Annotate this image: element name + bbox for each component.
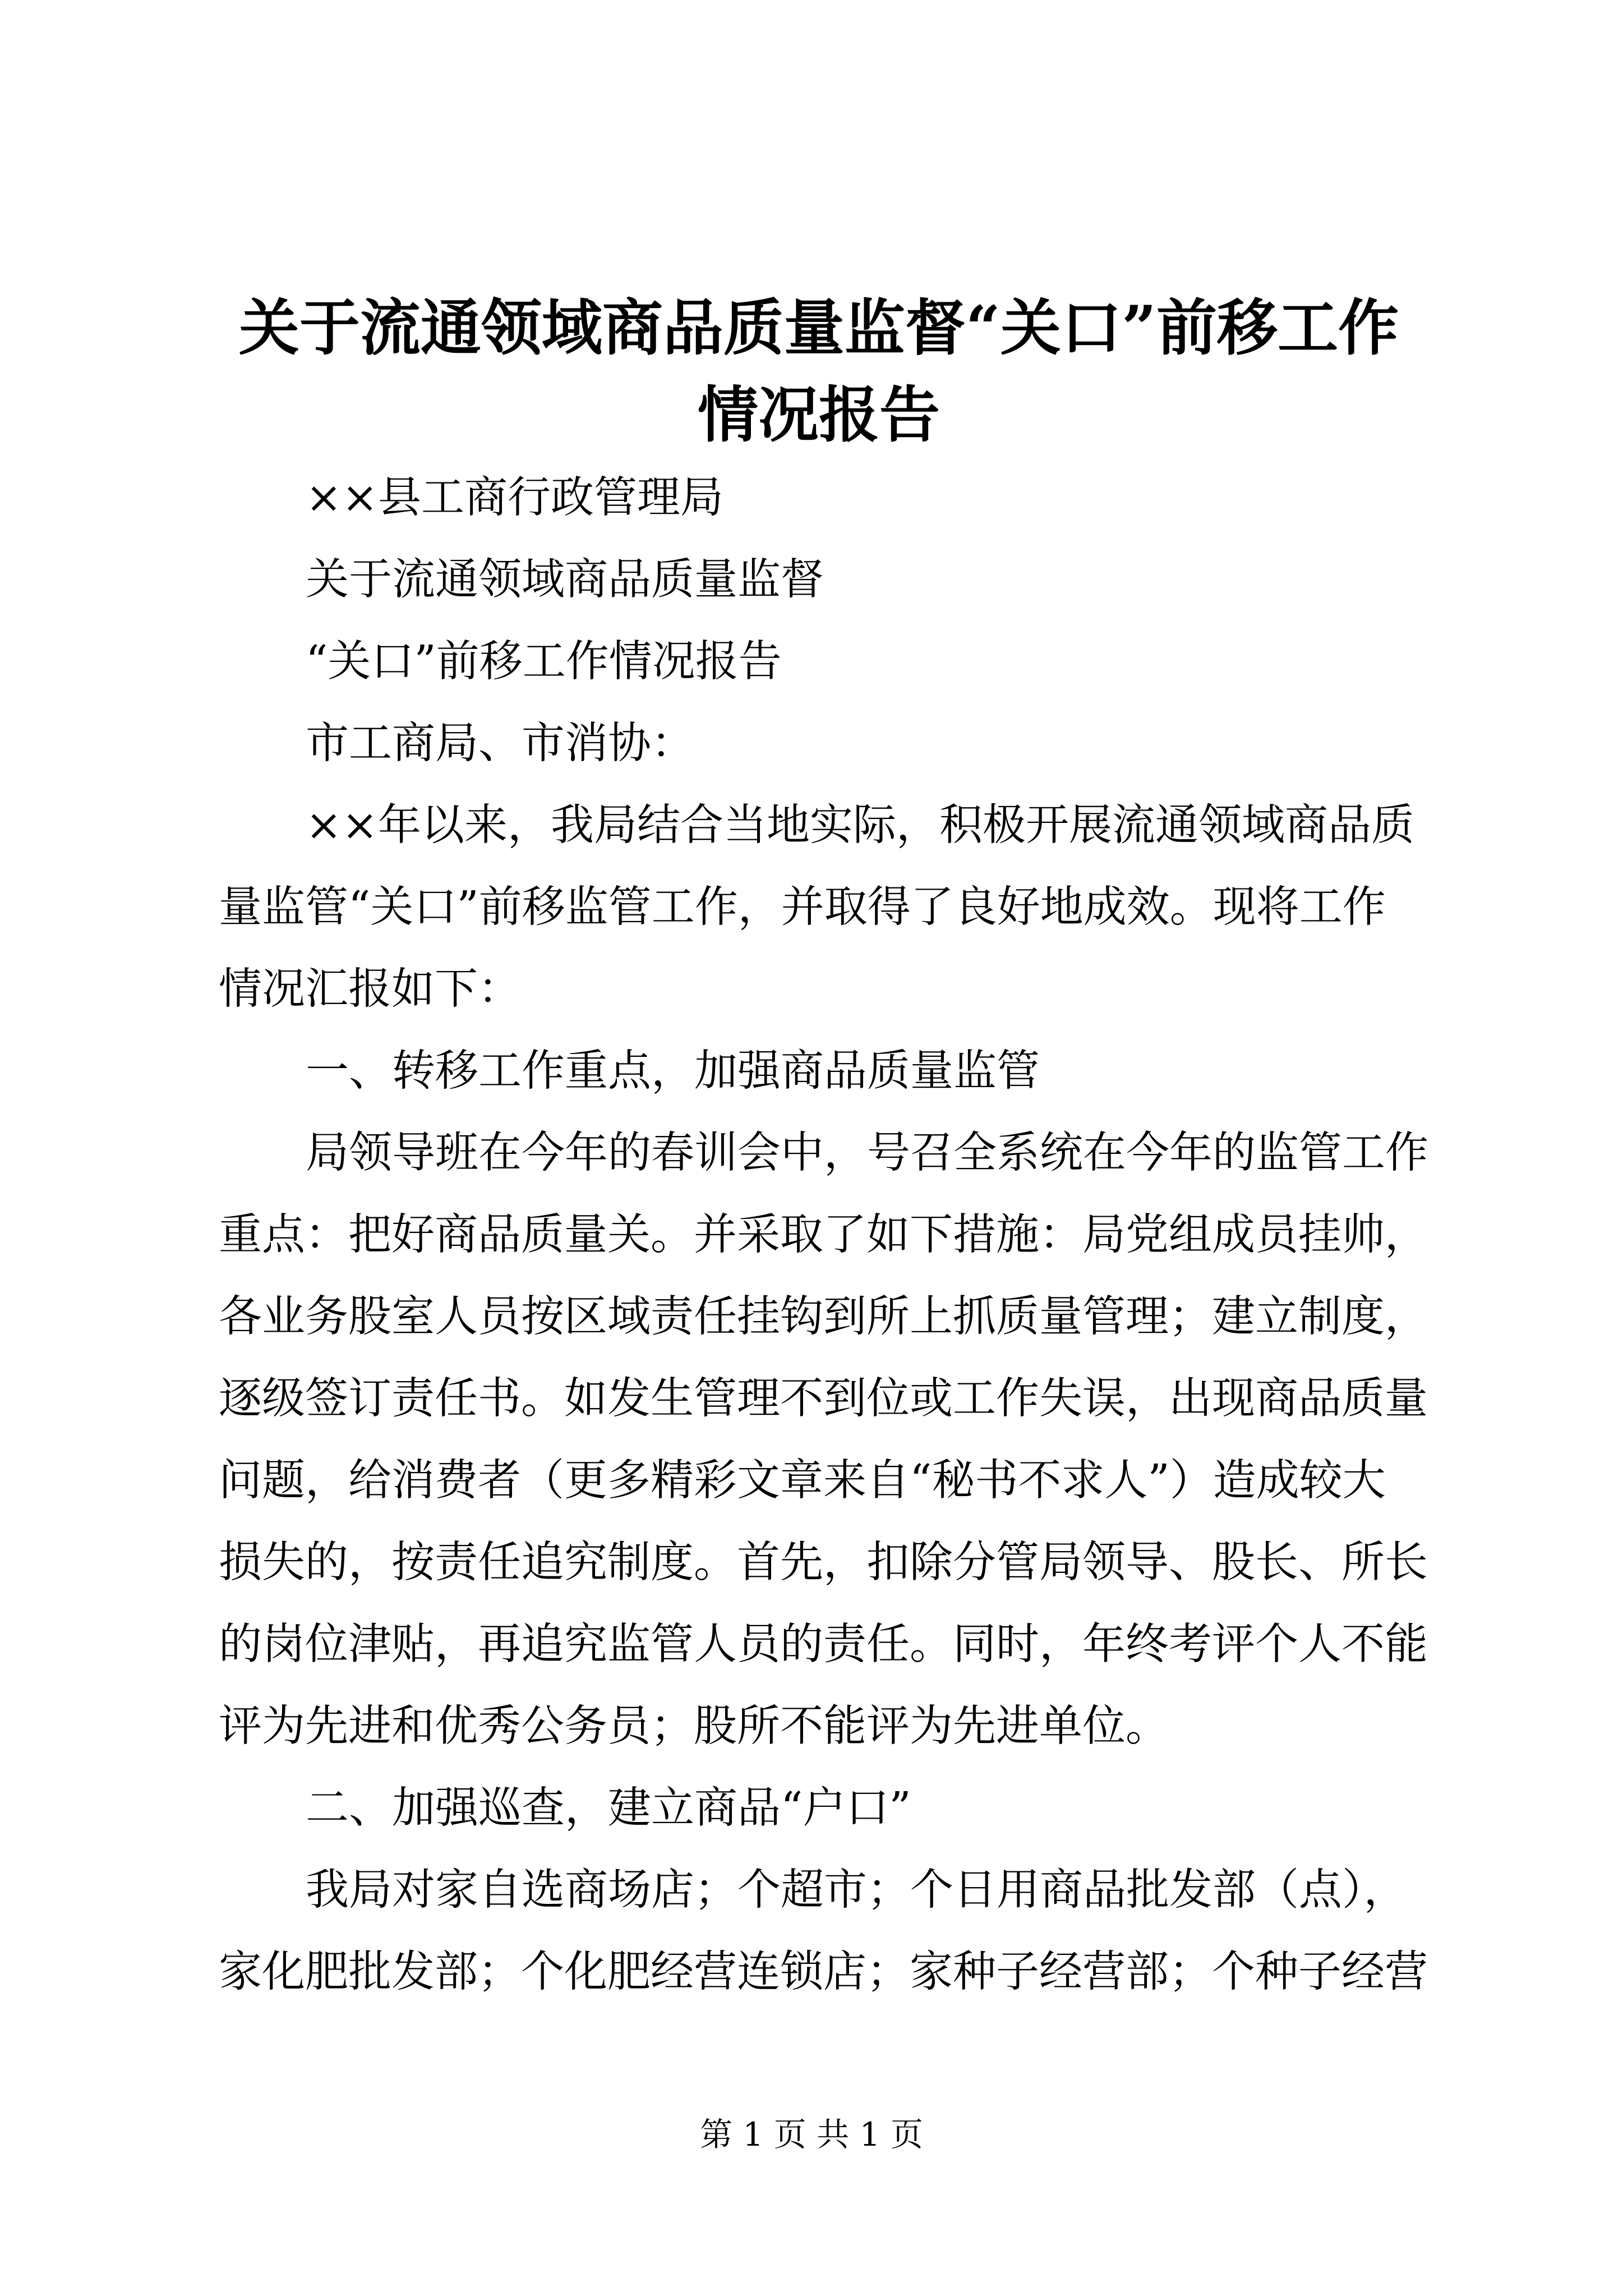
section-heading-2: 二、加强巡查，建立商品“户口” xyxy=(306,1783,911,1833)
paragraph-line: 我局对家自选商场店；个超市；个日用商品批发部（点）， xyxy=(306,1865,1407,1915)
paragraph-line: 量监管“关口”前移监管工作，并取得了良好地成效。现将工作 xyxy=(219,882,1386,932)
page-footer: 第 1 页 共 1 页 xyxy=(700,2115,923,2154)
paragraph-line: 情况汇报如下： xyxy=(219,964,521,1014)
paragraph-line: 重点：把好商品质量关。并采取了如下措施：局党组成员挂帅， xyxy=(219,1210,1428,1260)
paragraph-line: 逐级签订责任书。如发生管理不到位或工作失误，出现商品质量 xyxy=(219,1374,1428,1424)
paragraph-line: 评为先进和优秀公务员；股所不能评为先进单位。 xyxy=(219,1701,1169,1751)
issuer-line: ××县工商行政管理局 xyxy=(306,473,724,523)
paragraph-line: 损失的，按责任追究制度。首先，扣除分管局领导、股长、所长 xyxy=(219,1538,1428,1588)
subtitle-line-1: 关于流通领域商品质量监督 xyxy=(306,555,824,605)
paragraph-line: 家化肥批发部；个化肥经营连锁店；家种子经营部；个种子经营 xyxy=(219,1947,1428,1997)
paragraph-line: 各业务股室人员按区域责任挂钩到所上抓质量管理；建立制度， xyxy=(219,1292,1428,1342)
document-title-line-2: 情况报告 xyxy=(697,380,940,450)
paragraph-line: ××年以来，我局结合当地实际，积极开展流通领域商品质 xyxy=(306,800,1415,850)
paragraph-line: 的岗位津贴，再追究监管人员的责任。同时，年终考评个人不能 xyxy=(219,1619,1428,1669)
paragraph-line: 局领导班在今年的春训会中，号召全系统在今年的监管工作 xyxy=(306,1128,1428,1178)
subtitle-line-2: “关口”前移工作情况报告 xyxy=(306,637,782,687)
section-heading-1: 一、转移工作重点，加强商品质量监管 xyxy=(306,1046,1040,1096)
document-title-line-1: 关于流通领域商品质量监督“关口”前移工作 xyxy=(238,293,1399,364)
salutation: 市工商局、市消协： xyxy=(306,719,694,769)
paragraph-line: 问题，给消费者（更多精彩文章来自“秘书不求人”）造成较大 xyxy=(219,1456,1386,1506)
